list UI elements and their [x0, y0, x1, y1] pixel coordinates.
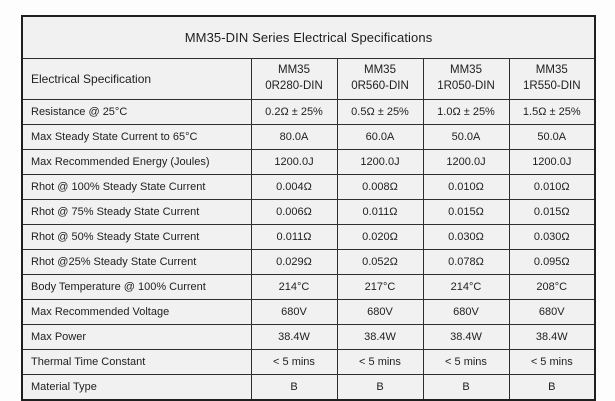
- column-header-mm35-1r550: [509, 59, 595, 100]
- cell: 80.0A: [251, 125, 337, 150]
- cell: 60.0A: [337, 125, 423, 150]
- cell: 38.4W: [337, 325, 423, 350]
- cell: 0.030Ω: [423, 225, 509, 250]
- column-header-series: MM35: [535, 64, 568, 77]
- cell: 0.5Ω ± 25%: [337, 100, 423, 125]
- cell: < 5 mins: [509, 350, 595, 375]
- cell: 0.015Ω: [423, 200, 509, 225]
- column-header-model: 0R560-DIN: [351, 80, 409, 92]
- cell: 50.0A: [509, 125, 595, 150]
- cell: 0.010Ω: [423, 175, 509, 200]
- cell: 0.011Ω: [337, 200, 423, 225]
- cell: B: [423, 375, 509, 401]
- cell: 1200.0J: [423, 150, 509, 175]
- row-label: Max Recommended Voltage: [22, 300, 251, 325]
- electrical-specifications-table: [21, 15, 596, 401]
- cell: 680V: [251, 300, 337, 325]
- cell: B: [337, 375, 423, 401]
- column-header-mm35-1r050: [423, 59, 509, 100]
- cell: 0.006Ω: [251, 200, 337, 225]
- column-header-spec: Electrical Specification: [22, 59, 251, 100]
- column-header-mm35-0r560: [337, 59, 423, 100]
- cell: < 5 mins: [423, 350, 509, 375]
- cell: 208°C: [509, 275, 595, 300]
- table-row-material-type: [22, 375, 595, 401]
- cell: 0.015Ω: [509, 200, 595, 225]
- table-row-rhot-25: [22, 250, 595, 275]
- column-header-mm35-0r280: [251, 59, 337, 100]
- cell: 1.0Ω ± 25%: [423, 100, 509, 125]
- row-label: Rhot @ 100% Steady State Current: [22, 175, 251, 200]
- table-row-max-energy: [22, 150, 595, 175]
- table-title-row: [22, 16, 595, 59]
- row-label: Max Steady State Current to 65°C: [22, 125, 251, 150]
- cell: 0.030Ω: [509, 225, 595, 250]
- cell: 680V: [509, 300, 595, 325]
- row-label: Thermal Time Constant: [22, 350, 251, 375]
- column-header-series: MM35: [364, 64, 396, 77]
- cell: 1200.0J: [337, 150, 423, 175]
- column-header-series: MM35: [450, 64, 482, 77]
- row-label: Material Type: [22, 375, 251, 401]
- cell: 50.0A: [423, 125, 509, 150]
- column-header-model: 1R050-DIN: [437, 80, 495, 92]
- cell: 0.020Ω: [337, 225, 423, 250]
- table-header-row: [22, 59, 595, 100]
- row-label: Resistance @ 25°C: [22, 100, 251, 125]
- cell: B: [251, 375, 337, 401]
- table-title: MM35-DIN Series Electrical Specifications: [22, 16, 595, 59]
- cell: 0.052Ω: [337, 250, 423, 275]
- cell: 680V: [423, 300, 509, 325]
- cell: 38.4W: [509, 325, 595, 350]
- table-row-resistance: [22, 100, 595, 125]
- cell: 0.010Ω: [509, 175, 595, 200]
- cell: 217°C: [337, 275, 423, 300]
- row-label: Max Power: [22, 325, 251, 350]
- table-row-max-power: [22, 325, 595, 350]
- cell: 0.078Ω: [423, 250, 509, 275]
- table-row-rhot-100: [22, 175, 595, 200]
- cell: 0.008Ω: [337, 175, 423, 200]
- row-label: Rhot @25% Steady State Current: [22, 250, 251, 275]
- cell: 0.2Ω ± 25%: [251, 100, 337, 125]
- cell: 0.095Ω: [509, 250, 595, 275]
- cell: < 5 mins: [251, 350, 337, 375]
- cell: 0.011Ω: [251, 225, 337, 250]
- table-row-max-steady-current: [22, 125, 595, 150]
- column-header-model: 0R280-DIN: [265, 80, 323, 92]
- row-label: Rhot @ 50% Steady State Current: [22, 225, 251, 250]
- column-header-model: 1R550-DIN: [523, 80, 581, 92]
- column-header-series: MM35: [278, 64, 310, 77]
- row-label: Body Temperature @ 100% Current: [22, 275, 251, 300]
- cell: 0.004Ω: [251, 175, 337, 200]
- cell: 1200.0J: [251, 150, 337, 175]
- table-row-rhot-75: [22, 200, 595, 225]
- table-row-rhot-50: [22, 225, 595, 250]
- cell: 680V: [337, 300, 423, 325]
- row-label: Rhot @ 75% Steady State Current: [22, 200, 251, 225]
- table-row-thermal-time-constant: [22, 350, 595, 375]
- row-label: Max Recommended Energy (Joules): [22, 150, 251, 175]
- cell: B: [509, 375, 595, 401]
- table-row-body-temperature: [22, 275, 595, 300]
- cell: 38.4W: [251, 325, 337, 350]
- cell: < 5 mins: [337, 350, 423, 375]
- cell: 1.5Ω ± 25%: [509, 100, 595, 125]
- cell: 1200.0J: [509, 150, 595, 175]
- table-row-max-voltage: [22, 300, 595, 325]
- cell: 214°C: [251, 275, 337, 300]
- cell: 214°C: [423, 275, 509, 300]
- cell: 38.4W: [423, 325, 509, 350]
- cell: 0.029Ω: [251, 250, 337, 275]
